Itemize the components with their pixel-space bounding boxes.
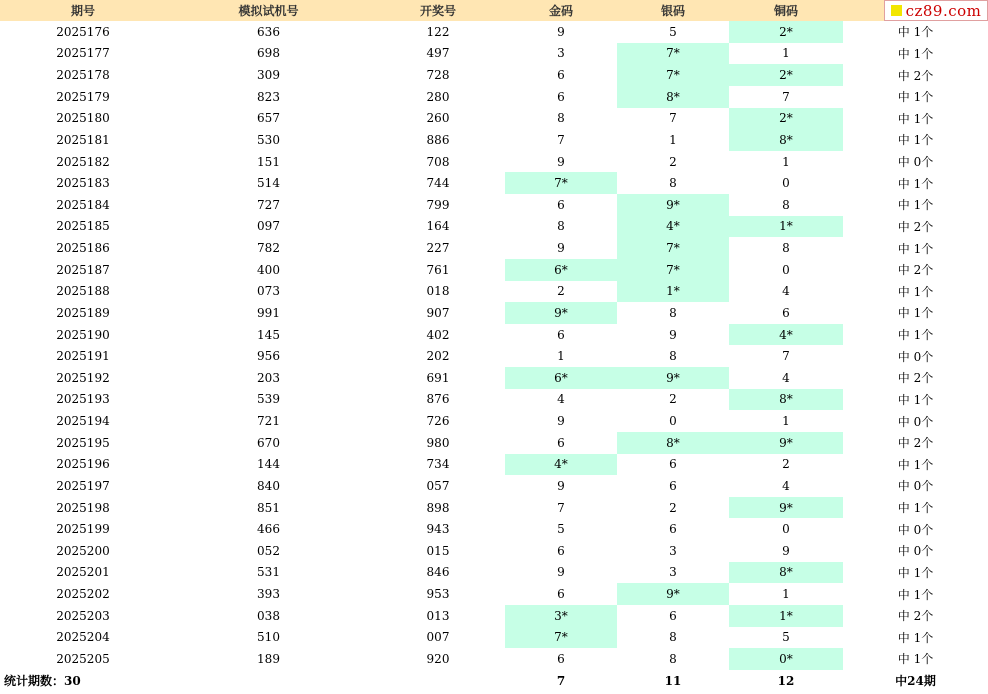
table-row [0, 345, 988, 367]
cell-silver-code: 8 [669, 630, 677, 645]
cell-bronze-code: 6 [782, 305, 790, 320]
cell-result: 中 2个 [897, 371, 934, 386]
cell-draw-number: 726 [426, 414, 450, 429]
cell-draw-number: 015 [426, 543, 450, 558]
cell-sim-number: 727 [257, 197, 280, 212]
table-row [0, 151, 988, 173]
cell-issue: 2025181 [56, 132, 110, 147]
cell-silver-code: 5 [669, 24, 677, 39]
cell-draw-number: 943 [426, 522, 450, 537]
cell-silver-code: 8* [617, 86, 729, 108]
cell-gold-code: 9 [557, 24, 565, 39]
cell-issue: 2025180 [56, 111, 110, 126]
cell-result: 中 1个 [897, 501, 934, 516]
cell-gold-code: 6 [557, 197, 565, 212]
cell-bronze-code: 0* [729, 648, 843, 670]
cell-result: 中 1个 [897, 587, 934, 602]
table-row [0, 108, 988, 130]
table-row [0, 562, 988, 584]
cell-sim-number: 145 [257, 327, 280, 342]
cell-issue: 2025182 [56, 154, 110, 169]
table-row [0, 86, 988, 108]
cell-gold-code: 9 [557, 478, 565, 493]
cell-issue: 2025195 [56, 435, 110, 450]
cell-draw-number: 761 [426, 262, 450, 277]
cell-silver-code: 7* [617, 237, 729, 259]
cell-sim-number: 144 [257, 457, 280, 472]
cell-gold-code: 7* [505, 172, 617, 194]
cell-issue: 2025197 [56, 478, 110, 493]
cell-bronze-code: 1 [782, 46, 790, 61]
header-silver-code: 银码 [617, 0, 729, 21]
cell-silver-code: 8 [669, 176, 677, 191]
cell-draw-number: 497 [426, 46, 450, 61]
cell-result: 中 1个 [897, 241, 934, 256]
table-row [0, 43, 988, 65]
cell-bronze-code: 8 [782, 197, 790, 212]
cell-silver-code: 4* [617, 216, 729, 238]
cell-gold-code: 8 [557, 111, 565, 126]
table-row [0, 302, 988, 324]
cell-result: 中 0个 [897, 522, 934, 537]
cell-result: 中 1个 [897, 457, 934, 472]
cell-draw-number: 007 [426, 630, 450, 645]
cell-silver-code: 0 [669, 414, 677, 429]
cell-draw-number: 886 [426, 132, 450, 147]
cell-silver-code: 7 [669, 111, 677, 126]
cell-bronze-code: 9* [729, 497, 843, 519]
table-row [0, 64, 988, 86]
cell-sim-number: 823 [257, 89, 280, 104]
table-row [0, 129, 988, 151]
cell-draw-number: 691 [426, 370, 450, 385]
cell-gold-code: 9 [557, 154, 565, 169]
cell-issue: 2025201 [56, 565, 110, 580]
summary-silver-total: 11 [664, 673, 682, 688]
cell-sim-number: 636 [257, 24, 280, 39]
cell-issue: 2025183 [56, 176, 110, 191]
cell-silver-code: 3 [669, 543, 677, 558]
summary-empty-sim [166, 670, 371, 692]
cell-silver-code: 9* [617, 367, 729, 389]
cell-sim-number: 698 [257, 46, 280, 61]
cell-silver-code: 6 [669, 478, 677, 493]
cell-result: 中 1个 [897, 46, 934, 61]
cell-gold-code: 4* [505, 454, 617, 476]
cell-result: 中 1个 [897, 306, 934, 321]
table-row [0, 648, 988, 670]
table-row [0, 475, 988, 497]
cell-result: 中 2个 [897, 219, 934, 234]
cell-silver-code: 3 [669, 565, 677, 580]
table-row [0, 237, 988, 259]
cell-bronze-code: 0 [782, 176, 790, 191]
table-row [0, 259, 988, 281]
cell-gold-code: 9 [557, 565, 565, 580]
cell-bronze-code: 8* [729, 129, 843, 151]
site-logo-link[interactable] [884, 0, 988, 21]
summary-bronze-total: 12 [777, 673, 795, 688]
cell-gold-code: 8 [557, 219, 565, 234]
cell-sim-number: 097 [257, 219, 280, 234]
cell-bronze-code: 5 [782, 630, 790, 645]
cell-sim-number: 052 [257, 543, 280, 558]
cell-draw-number: 728 [426, 68, 450, 83]
cell-draw-number: 898 [426, 500, 450, 515]
cell-bronze-code: 8 [782, 241, 790, 256]
cell-result: 中 1个 [897, 176, 934, 191]
cell-silver-code: 8 [669, 651, 677, 666]
table-row [0, 216, 988, 238]
cell-silver-code: 8* [617, 432, 729, 454]
table-row [0, 21, 988, 43]
cell-result: 中 1个 [897, 565, 934, 580]
logo-square-icon [891, 5, 902, 16]
cell-draw-number: 164 [426, 219, 450, 234]
cell-draw-number: 876 [426, 392, 450, 407]
cell-sim-number: 851 [257, 500, 280, 515]
cell-gold-code: 1 [557, 349, 565, 364]
cell-result: 中 1个 [897, 652, 934, 667]
cell-result: 中 1个 [897, 25, 934, 40]
cell-issue: 2025205 [56, 651, 110, 666]
cell-silver-code: 7* [617, 43, 729, 65]
cell-issue: 2025189 [56, 305, 110, 320]
cell-result: 中 2个 [897, 609, 934, 624]
cell-issue: 2025188 [56, 284, 110, 299]
cell-bronze-code: 2* [729, 108, 843, 130]
cell-bronze-code: 4 [782, 370, 790, 385]
cell-draw-number: 799 [426, 197, 450, 212]
cell-draw-number: 202 [426, 349, 450, 364]
cell-gold-code: 6 [557, 327, 565, 342]
cell-bronze-code: 1* [729, 605, 843, 627]
cell-sim-number: 530 [257, 132, 280, 147]
cell-gold-code: 6* [505, 259, 617, 281]
cell-sim-number: 514 [257, 176, 280, 191]
cell-result: 中 2个 [897, 68, 934, 83]
cell-result: 中 1个 [897, 328, 934, 343]
cell-issue: 2025200 [56, 543, 110, 558]
cell-issue: 2025176 [56, 24, 110, 39]
cell-gold-code: 5 [557, 522, 565, 537]
cell-result: 中 1个 [897, 90, 934, 105]
cell-silver-code: 1 [669, 132, 677, 147]
cell-silver-code: 9 [669, 327, 677, 342]
cell-bronze-code: 2* [729, 21, 843, 43]
cell-gold-code: 6 [557, 543, 565, 558]
cell-bronze-code: 4* [729, 324, 843, 346]
table-header-row [0, 0, 988, 21]
cell-sim-number: 203 [257, 370, 280, 385]
cell-gold-code: 6 [557, 587, 565, 602]
cell-issue: 2025202 [56, 587, 110, 602]
cell-sim-number: 038 [257, 608, 280, 623]
cell-issue: 2025192 [56, 370, 110, 385]
cell-silver-code: 7* [617, 259, 729, 281]
cell-draw-number: 057 [426, 478, 450, 493]
summary-gold-total: 7 [556, 673, 566, 688]
cell-bronze-code: 0 [782, 262, 790, 277]
cell-gold-code: 9 [557, 241, 565, 256]
cell-gold-code: 9* [505, 302, 617, 324]
table-row [0, 540, 988, 562]
cell-result: 中 1个 [897, 133, 934, 148]
cell-gold-code: 4 [557, 392, 565, 407]
table-row [0, 497, 988, 519]
cell-silver-code: 8 [669, 305, 677, 320]
cell-silver-code: 2 [669, 500, 677, 515]
table-row [0, 518, 988, 540]
cell-gold-code: 6 [557, 89, 565, 104]
cell-result: 中 0个 [897, 155, 934, 170]
cell-gold-code: 6 [557, 651, 565, 666]
cell-result: 中 0个 [897, 479, 934, 494]
cell-bronze-code: 7 [782, 349, 790, 364]
cell-bronze-code: 1 [782, 154, 790, 169]
cell-draw-number: 013 [426, 608, 450, 623]
cell-gold-code: 7 [557, 132, 565, 147]
header-issue: 期号 [0, 0, 166, 21]
cell-draw-number: 920 [426, 651, 450, 666]
cell-silver-code: 2 [669, 392, 677, 407]
cell-sim-number: 400 [257, 262, 280, 277]
cell-draw-number: 734 [426, 457, 450, 472]
cell-bronze-code: 1 [782, 587, 790, 602]
cell-bronze-code: 2* [729, 64, 843, 86]
cell-issue: 2025184 [56, 197, 110, 212]
cell-sim-number: 782 [257, 241, 280, 256]
summary-empty-draw [371, 670, 505, 692]
cell-result: 中 0个 [897, 544, 934, 559]
cell-result: 中 2个 [897, 436, 934, 451]
cell-issue: 2025177 [56, 46, 110, 61]
cell-issue: 2025186 [56, 241, 110, 256]
table-row [0, 324, 988, 346]
cell-sim-number: 073 [257, 284, 280, 299]
cell-gold-code: 6 [557, 435, 565, 450]
cell-silver-code: 9* [617, 583, 729, 605]
cell-sim-number: 539 [257, 392, 280, 407]
cell-silver-code: 6 [669, 522, 677, 537]
cell-draw-number: 122 [426, 24, 450, 39]
header-bronze-code: 铜码 [729, 0, 843, 21]
cell-silver-code: 6 [669, 457, 677, 472]
table-row [0, 627, 988, 649]
cell-draw-number: 018 [426, 284, 450, 299]
cell-sim-number: 956 [257, 349, 280, 364]
table-row [0, 410, 988, 432]
cell-issue: 2025203 [56, 608, 110, 623]
header-draw-number: 开奖号 [371, 0, 505, 21]
cell-silver-code: 8 [669, 349, 677, 364]
cell-gold-code: 6* [505, 367, 617, 389]
cell-sim-number: 531 [257, 565, 280, 580]
cell-issue: 2025199 [56, 522, 110, 537]
cell-bronze-code: 8* [729, 389, 843, 411]
summary-label: 统计期数：30 [4, 674, 81, 689]
cell-silver-code: 1* [617, 281, 729, 303]
cell-issue: 2025187 [56, 262, 110, 277]
cell-issue: 2025193 [56, 392, 110, 407]
table-row [0, 389, 988, 411]
cell-result: 中 1个 [897, 392, 934, 407]
cell-silver-code: 9* [617, 194, 729, 216]
cell-sim-number: 393 [257, 587, 280, 602]
cell-draw-number: 953 [426, 587, 450, 602]
cell-issue: 2025204 [56, 630, 110, 645]
cell-draw-number: 260 [426, 111, 450, 126]
table-row [0, 454, 988, 476]
table-row [0, 605, 988, 627]
summary-result-total: 中24期 [895, 674, 936, 689]
cell-draw-number: 402 [426, 327, 450, 342]
table-row [0, 367, 988, 389]
cell-gold-code: 6 [557, 68, 565, 83]
cell-issue: 2025196 [56, 457, 110, 472]
cell-gold-code: 3 [557, 46, 565, 61]
cell-sim-number: 670 [257, 435, 280, 450]
cell-issue: 2025194 [56, 414, 110, 429]
header-gold-code: 金码 [505, 0, 617, 21]
cell-sim-number: 510 [257, 630, 280, 645]
cell-gold-code: 3* [505, 605, 617, 627]
cell-gold-code: 7 [557, 500, 565, 515]
cell-result: 中 1个 [897, 111, 934, 126]
table-row [0, 432, 988, 454]
cell-bronze-code: 9* [729, 432, 843, 454]
cell-sim-number: 991 [257, 305, 280, 320]
cell-result: 中 1个 [897, 198, 934, 213]
cell-bronze-code: 4 [782, 478, 790, 493]
cell-result: 中 0个 [897, 414, 934, 429]
cell-bronze-code: 8* [729, 562, 843, 584]
cell-issue: 2025190 [56, 327, 110, 342]
cell-draw-number: 744 [426, 176, 450, 191]
table-row [0, 194, 988, 216]
table-row [0, 583, 988, 605]
cell-bronze-code: 0 [782, 522, 790, 537]
cell-sim-number: 189 [257, 651, 280, 666]
cell-sim-number: 151 [257, 154, 280, 169]
cell-issue: 2025179 [56, 89, 110, 104]
cell-sim-number: 840 [257, 478, 280, 493]
cell-draw-number: 280 [426, 89, 450, 104]
cell-draw-number: 907 [426, 305, 450, 320]
table-row [0, 172, 988, 194]
logo-text: cz89.com [905, 1, 982, 20]
cell-issue: 2025178 [56, 68, 110, 83]
cell-bronze-code: 1* [729, 216, 843, 238]
cell-gold-code: 2 [557, 284, 565, 299]
cell-silver-code: 6 [669, 608, 677, 623]
cell-gold-code: 9 [557, 414, 565, 429]
cell-draw-number: 980 [426, 435, 450, 450]
table-body [0, 21, 988, 670]
cell-result: 中 0个 [897, 349, 934, 364]
cell-draw-number: 708 [426, 154, 450, 169]
cell-sim-number: 466 [257, 522, 280, 537]
cell-draw-number: 846 [426, 565, 450, 580]
cell-issue: 2025198 [56, 500, 110, 515]
cell-sim-number: 721 [257, 414, 280, 429]
header-sim-number: 模拟试机号 [166, 0, 371, 21]
cell-bronze-code: 9 [782, 543, 790, 558]
summary-row [0, 670, 988, 692]
cell-bronze-code: 1 [782, 414, 790, 429]
cell-sim-number: 657 [257, 111, 280, 126]
cell-bronze-code: 7 [782, 89, 790, 104]
cell-result: 中 2个 [897, 263, 934, 278]
table-row [0, 281, 988, 303]
cell-bronze-code: 4 [782, 284, 790, 299]
cell-sim-number: 309 [257, 68, 280, 83]
cell-bronze-code: 2 [782, 457, 790, 472]
cell-result: 中 1个 [897, 284, 934, 299]
cell-silver-code: 7* [617, 64, 729, 86]
cell-issue: 2025185 [56, 219, 110, 234]
cell-draw-number: 227 [426, 241, 450, 256]
cell-issue: 2025191 [56, 349, 110, 364]
cell-result: 中 1个 [897, 630, 934, 645]
cell-gold-code: 7* [505, 627, 617, 649]
cell-silver-code: 2 [669, 154, 677, 169]
